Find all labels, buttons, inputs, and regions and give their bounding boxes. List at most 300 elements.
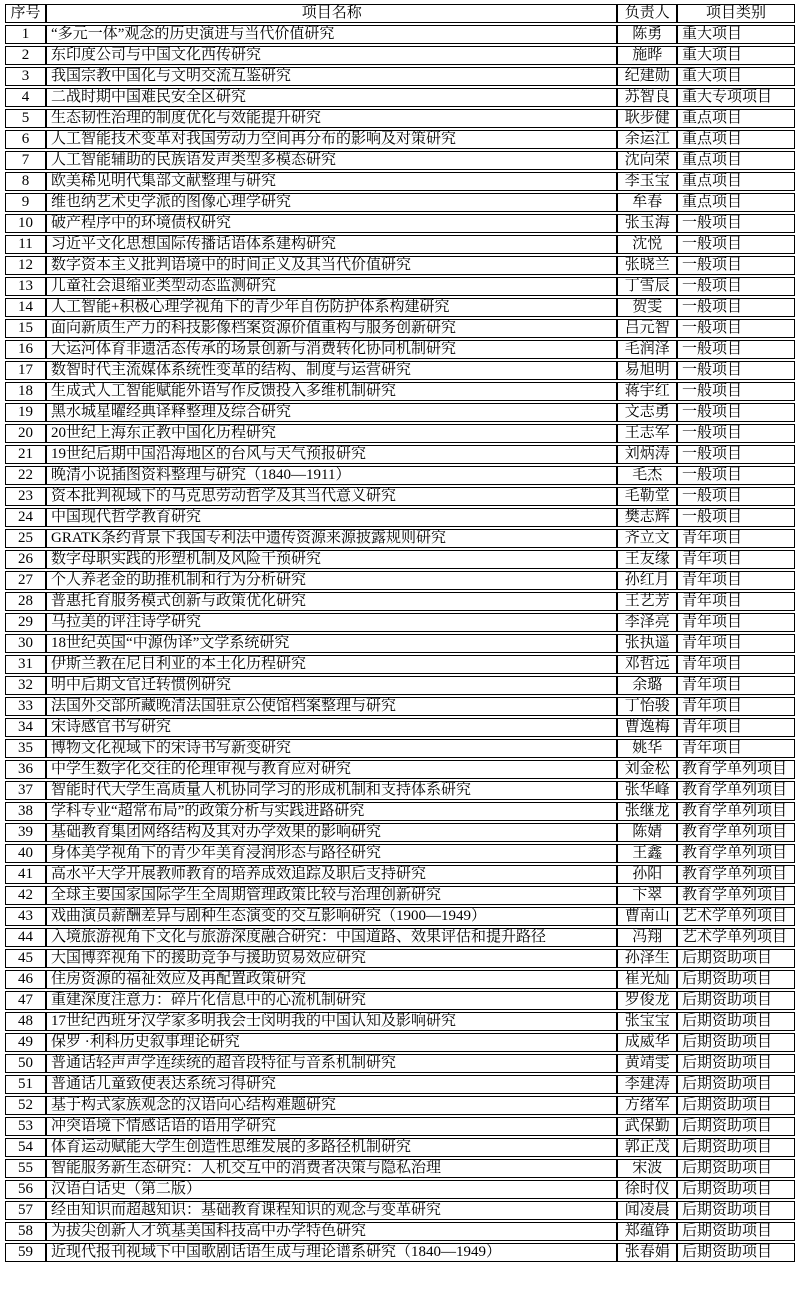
row-number-cell: 45: [5, 949, 46, 968]
row-number-cell: 9: [5, 193, 46, 212]
project-category-cell: 后期资助项目: [677, 1222, 795, 1241]
project-category-cell: 后期资助项目: [677, 1243, 795, 1262]
leader-name-cell: 卞翠: [617, 886, 677, 905]
leader-name-cell: 黄靖雯: [617, 1054, 677, 1073]
table-row: [5, 424, 795, 443]
leader-name-cell: 纪建勋: [617, 67, 677, 86]
project-name-cell: 伊斯兰教在尼日利亚的本土化历程研究: [46, 655, 617, 674]
table-row: [5, 844, 795, 863]
row-number-cell: 14: [5, 298, 46, 317]
project-category-cell: 一般项目: [677, 235, 795, 254]
leader-name-cell: 方绪军: [617, 1096, 677, 1115]
leader-name-cell: 冯翔: [617, 928, 677, 947]
leader-name-cell: 耿步健: [617, 109, 677, 128]
row-number-cell: 25: [5, 529, 46, 548]
project-name-cell: 17世纪西班牙汉学家多明我会士闵明我的中国认知及影响研究: [46, 1012, 617, 1031]
project-name-cell: 数字资本主义批判语境中的时间正义及其当代价值研究: [46, 256, 617, 275]
project-list-table: [5, 2, 795, 1264]
row-number-cell: 55: [5, 1159, 46, 1178]
table-row: [5, 802, 795, 821]
row-number-cell: 32: [5, 676, 46, 695]
row-number-cell: 34: [5, 718, 46, 737]
table-row: [5, 46, 795, 65]
project-category-cell: 青年项目: [677, 697, 795, 716]
leader-name-cell: 孙红月: [617, 571, 677, 590]
leader-name-cell: 吕元智: [617, 319, 677, 338]
leader-name-cell: 李玉宝: [617, 172, 677, 191]
project-category-cell: 青年项目: [677, 613, 795, 632]
project-category-cell: 重点项目: [677, 109, 795, 128]
project-name-cell: 二战时期中国难民安全区研究: [46, 88, 617, 107]
leader-name-cell: 曹逸梅: [617, 718, 677, 737]
project-name-cell: 19世纪后期中国沿海地区的台风与天气预报研究: [46, 445, 617, 464]
row-number-cell: 23: [5, 487, 46, 506]
project-name-cell: 中国现代哲学教育研究: [46, 508, 617, 527]
project-category-cell: 青年项目: [677, 529, 795, 548]
project-category-cell: 重点项目: [677, 193, 795, 212]
project-category-cell: 青年项目: [677, 571, 795, 590]
project-category-cell: 重点项目: [677, 151, 795, 170]
leader-name-cell: 王艺芳: [617, 592, 677, 611]
row-number-cell: 39: [5, 823, 46, 842]
project-category-cell: 后期资助项目: [677, 970, 795, 989]
project-category-cell: 青年项目: [677, 655, 795, 674]
table-row: [5, 193, 795, 212]
leader-name-cell: 邓哲远: [617, 655, 677, 674]
leader-name-cell: 姚华: [617, 739, 677, 758]
project-name-cell: 数字母职实践的形塑机制及风险干预研究: [46, 550, 617, 569]
project-name-cell: 普通话轻声声学连续统的超音段特征与音系机制研究: [46, 1054, 617, 1073]
table-row: [5, 1096, 795, 1115]
leader-name-cell: 罗俊龙: [617, 991, 677, 1010]
project-category-cell: 一般项目: [677, 214, 795, 233]
leader-name-cell: 王志军: [617, 424, 677, 443]
project-name-cell: 为拔尖创新人才筑基美国科技高中办学特色研究: [46, 1222, 617, 1241]
project-category-cell: 后期资助项目: [677, 1075, 795, 1094]
table-row: [5, 277, 795, 296]
table-row: [5, 886, 795, 905]
project-name-cell: 个人养老金的助推机制和行为分析研究: [46, 571, 617, 590]
project-category-cell: 青年项目: [677, 634, 795, 653]
project-name-cell: 法国外交部所藏晚清法国驻京公使馆档案整理与研究: [46, 697, 617, 716]
project-category-cell: 青年项目: [677, 676, 795, 695]
project-category-cell: 青年项目: [677, 739, 795, 758]
row-number-cell: 5: [5, 109, 46, 128]
row-number-cell: 18: [5, 382, 46, 401]
project-name-cell: 晚清小说插图资料整理与研究（1840—1911）: [46, 466, 617, 485]
project-name-cell: 高水平大学开展教师教育的培养成效追踪及职后支持研究: [46, 865, 617, 884]
project-category-cell: 青年项目: [677, 718, 795, 737]
table-row: [5, 634, 795, 653]
row-number-cell: 6: [5, 130, 46, 149]
row-number-cell: 10: [5, 214, 46, 233]
leader-name-cell: 张晓兰: [617, 256, 677, 275]
leader-name-cell: 余运江: [617, 130, 677, 149]
row-number-cell: 50: [5, 1054, 46, 1073]
row-number-cell: 47: [5, 991, 46, 1010]
project-name-cell: 基础教育集团网络结构及其对办学效果的影响研究: [46, 823, 617, 842]
project-name-cell: 人工智能辅助的民族语发声类型多模态研究: [46, 151, 617, 170]
table-row: [5, 592, 795, 611]
table-body: [5, 25, 795, 1262]
project-category-cell: 一般项目: [677, 340, 795, 359]
table-row: [5, 109, 795, 128]
table-row: [5, 340, 795, 359]
project-name-cell: 儿童社会退缩亚类型动态监测研究: [46, 277, 617, 296]
leader-name-cell: 张春娟: [617, 1243, 677, 1262]
row-number-cell: 24: [5, 508, 46, 527]
table-row: [5, 571, 795, 590]
leader-name-cell: 刘金松: [617, 760, 677, 779]
project-category-cell: 教育学单列项目: [677, 844, 795, 863]
row-number-cell: 40: [5, 844, 46, 863]
table-row: [5, 928, 795, 947]
leader-name-cell: 张执遥: [617, 634, 677, 653]
table-row: [5, 235, 795, 254]
project-category-cell: 艺术学单列项目: [677, 907, 795, 926]
project-name-cell: 普通话儿童致使表达系统习得研究: [46, 1075, 617, 1094]
project-name-cell: 马拉美的评注诗学研究: [46, 613, 617, 632]
project-name-cell: 欧美稀见明代集部文献整理与研究: [46, 172, 617, 191]
project-name-cell: 戏曲演员薪酬差异与剧种生态演变的交互影响研究（1900—1949）: [46, 907, 617, 926]
row-number-cell: 33: [5, 697, 46, 716]
row-number-cell: 59: [5, 1243, 46, 1262]
table-row: [5, 487, 795, 506]
project-name-cell: 我国宗教中国化与文明交流互鉴研究: [46, 67, 617, 86]
row-number-cell: 2: [5, 46, 46, 65]
row-number-cell: 41: [5, 865, 46, 884]
project-name-cell: 维也纳艺术史学派的图像心理学研究: [46, 193, 617, 212]
leader-name-cell: 齐立文: [617, 529, 677, 548]
table-row: [5, 214, 795, 233]
table-row: [5, 445, 795, 464]
row-number-cell: 27: [5, 571, 46, 590]
project-category-cell: 后期资助项目: [677, 991, 795, 1010]
table-row: [5, 361, 795, 380]
project-category-cell: 一般项目: [677, 256, 795, 275]
table-row: [5, 172, 795, 191]
project-name-cell: 经由知识而超越知识：基础教育课程知识的观念与变革研究: [46, 1201, 617, 1220]
project-name-cell: 近现代报刊视域下中国歌剧话语生成与理论谱系研究（1840—1949）: [46, 1243, 617, 1262]
table-row: [5, 403, 795, 422]
project-category-cell: 教育学单列项目: [677, 760, 795, 779]
table-row: [5, 1159, 795, 1178]
row-number-cell: 38: [5, 802, 46, 821]
table-row: [5, 466, 795, 485]
table-row: [5, 382, 795, 401]
row-number-cell: 21: [5, 445, 46, 464]
table-row: [5, 781, 795, 800]
table-row: [5, 1117, 795, 1136]
project-name-cell: 东印度公司与中国文化西传研究: [46, 46, 617, 65]
leader-name-cell: 武保勤: [617, 1117, 677, 1136]
project-category-cell: 后期资助项目: [677, 1159, 795, 1178]
project-name-cell: GRATK条约背景下我国专利法中遗传资源来源披露规则研究: [46, 529, 617, 548]
table-row: [5, 697, 795, 716]
row-number-cell: 37: [5, 781, 46, 800]
project-category-cell: 一般项目: [677, 277, 795, 296]
project-category-cell: 后期资助项目: [677, 1033, 795, 1052]
leader-name-cell: 文志勇: [617, 403, 677, 422]
table-row: [5, 760, 795, 779]
project-name-cell: 大运河体育非遗活态传承的场景创新与消费转化协同机制研究: [46, 340, 617, 359]
row-number-cell: 54: [5, 1138, 46, 1157]
row-number-cell: 43: [5, 907, 46, 926]
project-name-cell: 资本批判视域下的马克思劳动哲学及其当代意义研究: [46, 487, 617, 506]
project-name-cell: 习近平文化思想国际传播话语体系建构研究: [46, 235, 617, 254]
project-category-cell: 重大专项项目: [677, 88, 795, 107]
project-category-cell: 艺术学单列项目: [677, 928, 795, 947]
leader-name-cell: 苏智良: [617, 88, 677, 107]
project-category-cell: 一般项目: [677, 319, 795, 338]
project-category-cell: 青年项目: [677, 592, 795, 611]
leader-name-cell: 张宝宝: [617, 1012, 677, 1031]
project-category-cell: 青年项目: [677, 550, 795, 569]
row-number-cell: 57: [5, 1201, 46, 1220]
project-name-cell: 面向新质生产力的科技影像档案资源价值重构与服务创新研究: [46, 319, 617, 338]
row-number-cell: 17: [5, 361, 46, 380]
table-row: [5, 1180, 795, 1199]
table-row: [5, 529, 795, 548]
project-category-cell: 教育学单列项目: [677, 802, 795, 821]
leader-name-cell: 张华峰: [617, 781, 677, 800]
row-number-cell: 44: [5, 928, 46, 947]
leader-name-cell: 陈勇: [617, 25, 677, 44]
leader-name-cell: 易旭明: [617, 361, 677, 380]
table-row: [5, 907, 795, 926]
table-row: [5, 718, 795, 737]
project-name-cell: 基于构式家族观念的汉语向心结构难题研究: [46, 1096, 617, 1115]
project-category-cell: 重大项目: [677, 25, 795, 44]
table-row: [5, 1201, 795, 1220]
table-row: [5, 550, 795, 569]
leader-name-cell: 丁怡骏: [617, 697, 677, 716]
leader-name-cell: 樊志辉: [617, 508, 677, 527]
project-name-cell: 智能服务新生态研究：人机交互中的消费者决策与隐私治理: [46, 1159, 617, 1178]
leader-name-cell: 崔光灿: [617, 970, 677, 989]
project-category-cell: 后期资助项目: [677, 1117, 795, 1136]
project-category-cell: 一般项目: [677, 508, 795, 527]
row-number-cell: 20: [5, 424, 46, 443]
project-name-cell: 保罗 ·利科历史叙事理论研究: [46, 1033, 617, 1052]
project-category-cell: 一般项目: [677, 298, 795, 317]
table-row: [5, 970, 795, 989]
table-row: [5, 1012, 795, 1031]
project-category-cell: 后期资助项目: [677, 1096, 795, 1115]
row-number-cell: 13: [5, 277, 46, 296]
table-row: [5, 823, 795, 842]
project-name-cell: 18世纪英国“中源伪译”文学系统研究: [46, 634, 617, 653]
row-number-cell: 7: [5, 151, 46, 170]
project-name-cell: 体育运动赋能大学生创造性思维发展的多路径机制研究: [46, 1138, 617, 1157]
table-row: [5, 130, 795, 149]
project-name-cell: 住房资源的福祉效应及再配置政策研究: [46, 970, 617, 989]
row-number-cell: 31: [5, 655, 46, 674]
leader-name-cell: 郭正茂: [617, 1138, 677, 1157]
project-name-cell: 智能时代大学生高质量人机协同学习的形成机制和支持体系研究: [46, 781, 617, 800]
project-name-cell: 生成式人工智能赋能外语写作反馈投入多维机制研究: [46, 382, 617, 401]
row-number-cell: 52: [5, 1096, 46, 1115]
row-number-cell: 4: [5, 88, 46, 107]
column-header-leader: 负责人: [617, 4, 677, 23]
project-name-cell: 普惠托育服务模式创新与政策优化研究: [46, 592, 617, 611]
table-row: [5, 25, 795, 44]
row-number-cell: 46: [5, 970, 46, 989]
project-name-cell: 破产程序中的环境债权研究: [46, 214, 617, 233]
row-number-cell: 36: [5, 760, 46, 779]
column-header-no: 序号: [5, 4, 46, 23]
project-name-cell: 学科专业“超常布局”的政策分析与实践进路研究: [46, 802, 617, 821]
leader-name-cell: 余璐: [617, 676, 677, 695]
leader-name-cell: 李建涛: [617, 1075, 677, 1094]
project-category-cell: 后期资助项目: [677, 1201, 795, 1220]
project-name-cell: 生态韧性治理的制度优化与效能提升研究: [46, 109, 617, 128]
project-name-cell: 博物文化视域下的宋诗书写新变研究: [46, 739, 617, 758]
table-row: [5, 67, 795, 86]
leader-name-cell: 宋波: [617, 1159, 677, 1178]
leader-name-cell: 曹南山: [617, 907, 677, 926]
row-number-cell: 49: [5, 1033, 46, 1052]
table-row: [5, 508, 795, 527]
row-number-cell: 1: [5, 25, 46, 44]
project-name-cell: 冲突语境下情感话语的语用学研究: [46, 1117, 617, 1136]
leader-name-cell: 贺雯: [617, 298, 677, 317]
row-number-cell: 16: [5, 340, 46, 359]
row-number-cell: 19: [5, 403, 46, 422]
table-row: [5, 1075, 795, 1094]
leader-name-cell: 刘炳涛: [617, 445, 677, 464]
project-category-cell: 后期资助项目: [677, 1180, 795, 1199]
row-number-cell: 26: [5, 550, 46, 569]
table-row: [5, 613, 795, 632]
project-name-cell: 明中后期文官迁转惯例研究: [46, 676, 617, 695]
project-name-cell: 入境旅游视角下文化与旅游深度融合研究：中国道路、效果评估和提升路径: [46, 928, 617, 947]
table-row: [5, 319, 795, 338]
table-row: [5, 256, 795, 275]
row-number-cell: 48: [5, 1012, 46, 1031]
row-number-cell: 8: [5, 172, 46, 191]
row-number-cell: 12: [5, 256, 46, 275]
table-row: [5, 655, 795, 674]
row-number-cell: 15: [5, 319, 46, 338]
project-name-cell: 重建深度注意力：碎片化信息中的心流机制研究: [46, 991, 617, 1010]
project-category-cell: 重大项目: [677, 67, 795, 86]
table-row: [5, 1243, 795, 1262]
column-header-name: 项目名称: [46, 4, 617, 23]
column-header-category: 项目类别: [677, 4, 795, 23]
project-category-cell: 后期资助项目: [677, 949, 795, 968]
project-name-cell: 20世纪上海东正教中国化历程研究: [46, 424, 617, 443]
leader-name-cell: 沈向荣: [617, 151, 677, 170]
leader-name-cell: 毛杰: [617, 466, 677, 485]
project-category-cell: 一般项目: [677, 487, 795, 506]
project-category-cell: 一般项目: [677, 382, 795, 401]
table-row: [5, 298, 795, 317]
row-number-cell: 28: [5, 592, 46, 611]
table-row: [5, 1222, 795, 1241]
table-row: [5, 1138, 795, 1157]
leader-name-cell: 孙阳: [617, 865, 677, 884]
project-name-cell: 全球主要国家国际学生全周期管理政策比较与治理创新研究: [46, 886, 617, 905]
leader-name-cell: 毛润泽: [617, 340, 677, 359]
row-number-cell: 42: [5, 886, 46, 905]
leader-name-cell: 李泽亮: [617, 613, 677, 632]
project-category-cell: 重点项目: [677, 172, 795, 191]
leader-name-cell: 毛勒堂: [617, 487, 677, 506]
project-name-cell: 人工智能技术变革对我国劳动力空间再分布的影响及对策研究: [46, 130, 617, 149]
leader-name-cell: 徐时仪: [617, 1180, 677, 1199]
project-category-cell: 教育学单列项目: [677, 823, 795, 842]
leader-name-cell: 沈悦: [617, 235, 677, 254]
project-name-cell: 黑水城星曜经典译释整理及综合研究: [46, 403, 617, 422]
project-name-cell: “多元一体”观念的历史演进与当代价值研究: [46, 25, 617, 44]
row-number-cell: 29: [5, 613, 46, 632]
leader-name-cell: 闻凌晨: [617, 1201, 677, 1220]
table-row: [5, 1033, 795, 1052]
project-name-cell: 中学生数字化交往的伦理审视与教育应对研究: [46, 760, 617, 779]
project-category-cell: 一般项目: [677, 466, 795, 485]
row-number-cell: 51: [5, 1075, 46, 1094]
leader-name-cell: 陈婧: [617, 823, 677, 842]
leader-name-cell: 孙泽生: [617, 949, 677, 968]
leader-name-cell: 施晔: [617, 46, 677, 65]
project-name-cell: 宋诗感官书写研究: [46, 718, 617, 737]
row-number-cell: 58: [5, 1222, 46, 1241]
project-category-cell: 后期资助项目: [677, 1054, 795, 1073]
project-name-cell: 数智时代主流媒体系统性变革的结构、制度与运营研究: [46, 361, 617, 380]
leader-name-cell: 牟春: [617, 193, 677, 212]
project-category-cell: 后期资助项目: [677, 1138, 795, 1157]
leader-name-cell: 郑蕴铮: [617, 1222, 677, 1241]
project-name-cell: 人工智能+积极心理学视角下的青少年自伤防护体系构建研究: [46, 298, 617, 317]
leader-name-cell: 张玉海: [617, 214, 677, 233]
row-number-cell: 30: [5, 634, 46, 653]
project-category-cell: 教育学单列项目: [677, 886, 795, 905]
table-row: [5, 865, 795, 884]
table-row: [5, 1054, 795, 1073]
row-number-cell: 11: [5, 235, 46, 254]
table-row: [5, 676, 795, 695]
project-category-cell: 重点项目: [677, 130, 795, 149]
leader-name-cell: 丁雪辰: [617, 277, 677, 296]
project-category-cell: 一般项目: [677, 361, 795, 380]
leader-name-cell: 王鑫: [617, 844, 677, 863]
row-number-cell: 56: [5, 1180, 46, 1199]
leader-name-cell: 王友缘: [617, 550, 677, 569]
table-row: [5, 739, 795, 758]
project-category-cell: 后期资助项目: [677, 1012, 795, 1031]
row-number-cell: 53: [5, 1117, 46, 1136]
project-category-cell: 一般项目: [677, 403, 795, 422]
leader-name-cell: 张继龙: [617, 802, 677, 821]
row-number-cell: 22: [5, 466, 46, 485]
row-number-cell: 35: [5, 739, 46, 758]
table-row: [5, 88, 795, 107]
project-name-cell: 大国博弈视角下的援助竞争与援助贸易效应研究: [46, 949, 617, 968]
project-category-cell: 重大项目: [677, 46, 795, 65]
leader-name-cell: 成威华: [617, 1033, 677, 1052]
project-name-cell: 身体美学视角下的青少年美育浸润形态与路径研究: [46, 844, 617, 863]
table-row: [5, 151, 795, 170]
table-header-row: [5, 4, 795, 23]
table-row: [5, 991, 795, 1010]
leader-name-cell: 蒋宇红: [617, 382, 677, 401]
project-category-cell: 一般项目: [677, 424, 795, 443]
project-category-cell: 一般项目: [677, 445, 795, 464]
project-category-cell: 教育学单列项目: [677, 781, 795, 800]
project-name-cell: 汉语白话史（第二版）: [46, 1180, 617, 1199]
project-category-cell: 教育学单列项目: [677, 865, 795, 884]
